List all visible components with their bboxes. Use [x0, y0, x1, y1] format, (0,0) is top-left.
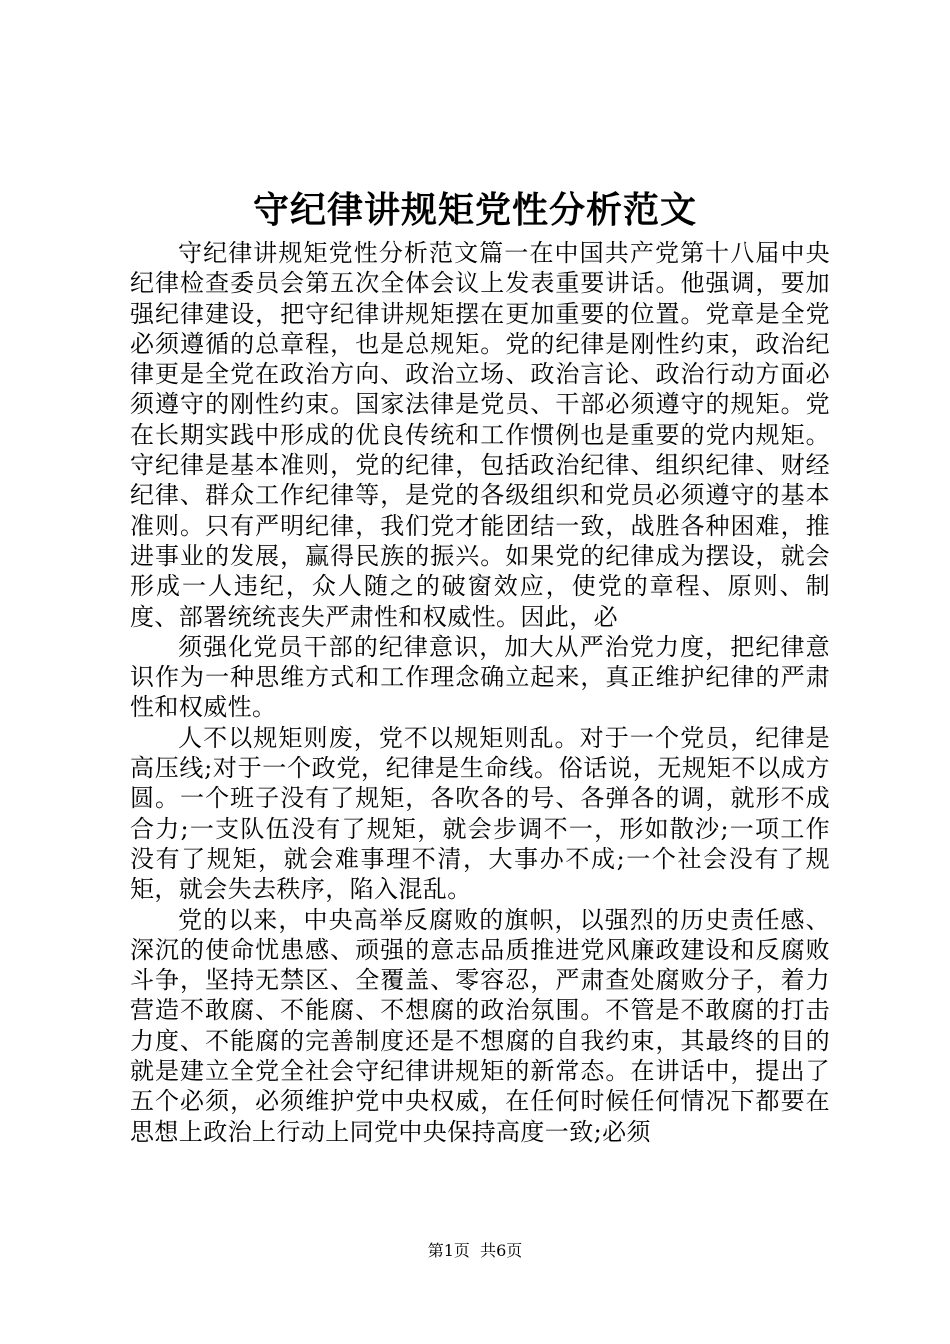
- paragraph: 守纪律讲规矩党性分析范文篇一在中国共产党第十八届中央纪律检查委员会第五次全体会议上发表重要讲话。他强调，要加强纪律建设，把守纪律讲规矩摆在更加重要的位置。党章是全党必须遵循的总章程，也是总规矩。党的纪律是刚性约束，政治纪律更是全党在政治方向、政治立场、政治言论、政治行动方面必须遵守的刚性约束。国家法律是党员、干部必须遵守的规矩。党在长期实践中形成的优良传统和工作惯例也是重要的党内规矩。守纪律是基本准则，党的纪律，包括政治纪律、组织纪律、财经纪律、群众工作纪律等，是党的各级组织和党员必须遵守的基本准则。只有严明纪律，我们党才能团结一致，战胜各种困难，推进事业的发展，赢得民族的振兴。如果党的纪律成为摆设，就会形成一人违纪，众人随之的破窗效应，使党的章程、原则、制度、部署统统丧失严肃性和权威性。因此，必: [130, 239, 830, 631]
- document-title: 守纪律讲规矩党性分析范文: [252, 189, 697, 231]
- paragraph: 须强化党员干部的纪律意识，加大从严治党力度，把纪律意识作为一种思维方式和工作理念确立起来，真正维护纪律的严肃性和权威性。: [130, 632, 830, 722]
- document-body: [130, 238, 830, 1147]
- page-footer: 第1页 共6页: [427, 1241, 523, 1260]
- paragraph: 人不以规矩则废，党不以规矩则乱。对于一个党员，纪律是高压线;对于一个政党，纪律是生命线。俗话说，无规矩不以成方圆。一个班子没有了规矩，各吹各的号、各弹各的调，就形不成合力;一支队伍没有了规矩，就会步调不一，形如散沙;一项工作没有了规矩，就会难事理不清，大事办不成;一个社会没有了规矩，就会失去秩序，陷入混乱。: [130, 723, 830, 904]
- paragraph: 党的以来，中央高举反腐败的旗帜，以强烈的历史责任感、深沉的使命忧患感、顽强的意志品质推进党风廉政建设和反腐败斗争，坚持无禁区、全覆盖、零容忍，严肃查处腐败分子，着力营造不敢腐、不能腐、不想腐的政治氛围。不管是不敢腐的打击力度、不能腐的完善制度还是不想腐的自我约束，其最终的目的就是建立全党全社会守纪律讲规矩的新常态。在讲话中，提出了五个必须，必须维护党中央权威，在任何时候任何情况下都要在思想上政治上行动上同党中央保持高度一致;必须: [130, 905, 830, 1146]
